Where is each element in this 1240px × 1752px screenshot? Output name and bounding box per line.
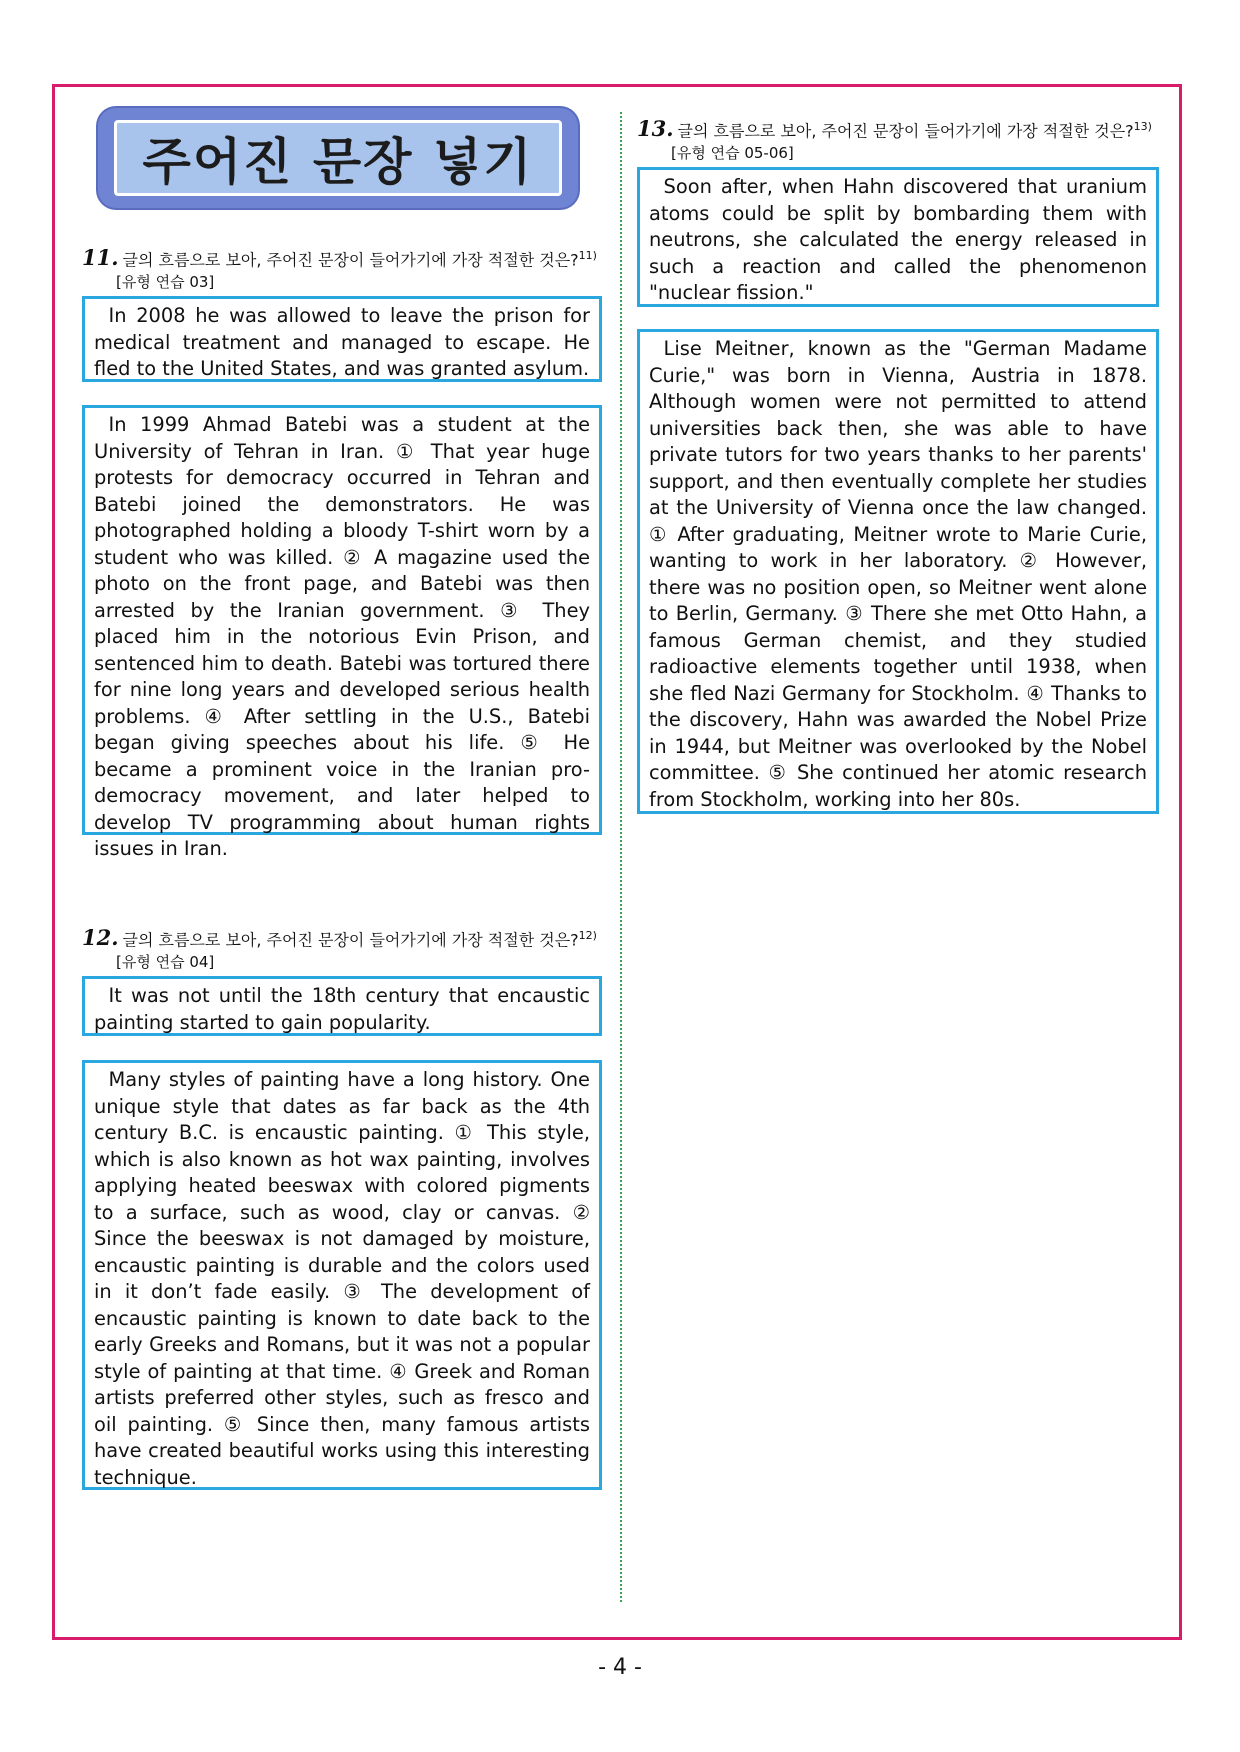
passage-text: Many styles of painting have a long history. One unique style that dates as far back as the 4th century B.C. is encaustic painting. ① This style, which is also known as hot wax painting, involves applying heated beeswax with colored pigments to a surface, such as wood, clay or canvas. ② Since the beeswax is not damaged by moisture, encaustic painting is durable and the colors used in it don’t fade easily. ③ The development of encaustic painting is known to date back to the early Greeks and Romans, but it was not a popular style of painting at that time. ④ Greek and Roman artists preferred other styles, such as fresco and oil painting. ⑤ Since then, many famous artists have created beautiful works using this interesting technique. [94,1068,590,1489]
question-number: 11. [82,245,119,271]
passage-box-11 [82,405,602,860]
passage-box-13 [637,329,1159,814]
given-sentence: Soon after, when Hahn discovered that uranium atoms could be split by bombarding them with neutrons, she calculated the energy released in such a reaction and called the phenomenon "nuclear fission." [649,175,1147,304]
question-11-header [82,245,602,293]
passage-text: In 1999 Ahmad Batebi was a student at the University of Tehran in Iran. ① That year huge protests for democracy occurred in Tehran and Batebi joined the demonstrators. He was photographed holding a bloody T-shirt worn by a student who was killed. ② A magazine used the photo on the front page, and Batebi was then arrested by the Iranian government. ③ They placed him in the notorious Evin Prison, and sentenced him to death. Batebi was tortured there for nine long years and developed serious health problems. ④ After settling in the U.S., Batebi began giving speeches about his life. ⑤ He became a prominent voice in the Iranian pro-democracy movement, and later helped to develop TV programming about human rights issues in Iran. [94,413,590,860]
footnote-marker: 13) [1133,120,1152,133]
question-source: [유형 연습 04] [116,953,215,972]
question-12-header [82,925,602,973]
question-source: [유형 연습 03] [116,273,215,292]
passage-text: Lise Meitner, known as the "German Madame Curie," was born in Vienna, Austria in 1878. Although women were not permitted to attend universities back then, she was able to have private tutors for two years thanks to her parents' support, and then eventually complete her studies at the University of Vienna once the law changed. ① After graduating, Meitner wrote to Marie Curie, wanting to work in her laboratory. ② However, there was no position open, so Meitner went alone to Berlin, Germany. ③ There she met Otto Hahn, a famous German chemist, and they studied radioactive elements together until 1938, when she fled Nazi Germany for Stockholm. ④ Thanks to the discovery, Hahn was awarded the Nobel Prize in 1944, but Meitner was overlooked by the Nobel committee. ⑤ She continued her atomic research from Stockholm, working into her 80s. [649,337,1147,811]
section-title: 주어진 문장 넣기 [114,120,562,196]
question-prompt: 글의 흐름으로 보아, 주어진 문장이 들어가기에 가장 적절한 것은? [677,121,1134,141]
section-title-banner [98,108,578,208]
given-sentence-box-11 [82,296,602,382]
question-prompt: 글의 흐름으로 보아, 주어진 문장이 들어가기에 가장 적절한 것은? [122,250,579,270]
footnote-marker: 12) [578,929,597,942]
question-source: [유형 연습 05-06] [671,144,794,163]
page-number: - 4 - [598,1655,642,1680]
question-number: 12. [82,925,119,951]
given-sentence: It was not until the 18th century that encaustic painting started to gain popularity. [94,984,590,1034]
question-13-header [637,116,1159,164]
footnote-marker: 11) [578,249,597,262]
given-sentence-box-12 [82,976,602,1036]
question-number: 13. [637,116,674,142]
column-divider [620,112,622,1602]
given-sentence: In 2008 he was allowed to leave the prison for medical treatment and managed to escape. He fled to the United States, and was granted asylum. [94,304,590,380]
question-prompt: 글의 흐름으로 보아, 주어진 문장이 들어가기에 가장 적절한 것은? [122,930,579,950]
given-sentence-box-13 [637,167,1159,307]
passage-box-12 [82,1060,602,1490]
